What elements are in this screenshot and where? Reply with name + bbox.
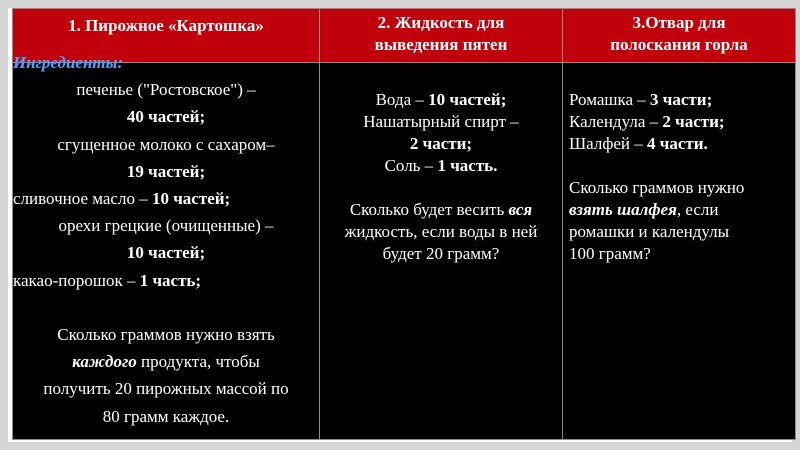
- recipe-2-cell: [320, 63, 563, 440]
- question-1-line4: 80 грамм каждое.: [102, 406, 230, 426]
- component-water-name: Вода –: [375, 90, 429, 109]
- herb-calendula-amount: 2 части;: [662, 112, 725, 131]
- question-3-line1: Сколько граммов нужно: [569, 178, 745, 197]
- recipe-3-cell: [563, 63, 796, 440]
- question-3-line4: 100 грамм?: [569, 244, 651, 263]
- ingredient-4: орехи грецкие (очищенные) –: [58, 216, 274, 236]
- ingredient-5-amount: 1 часть;: [139, 270, 202, 290]
- header-cell-2: [320, 9, 563, 63]
- ingredient-1-amount: 40 частей;: [126, 107, 206, 127]
- body-row: [13, 63, 796, 440]
- ingredient-2: сгущенное молоко с сахаром–: [57, 134, 275, 154]
- spacer: [13, 294, 319, 321]
- ingredient-1: печенье ("Ростовское") –: [76, 80, 256, 100]
- question-1-rest: продукта, чтобы: [136, 352, 260, 372]
- component-salt-name: Соль –: [384, 156, 438, 175]
- question-1-line2: [13, 348, 319, 375]
- question-3-rest: , если: [676, 200, 719, 219]
- herb-calendula: [569, 111, 795, 133]
- herb-sage-name: Шалфей –: [569, 134, 647, 153]
- spacer: [569, 155, 795, 177]
- header-cell-3: [563, 9, 796, 63]
- header-2-line1: 2. Жидкость для: [377, 13, 505, 32]
- component-water-amount: 10 частей;: [428, 90, 507, 109]
- question-3-line2: [569, 199, 795, 221]
- recipes-table: [12, 8, 796, 440]
- ingredient-3: [13, 185, 319, 212]
- component-salt-amount: 1 часть.: [437, 156, 498, 175]
- header-3-line1: 3.Отвар для: [632, 13, 726, 32]
- component-salt: [320, 155, 562, 177]
- ingredient-2-amount: 19 частей;: [126, 161, 206, 181]
- header-3-line2: полоскания горла: [610, 35, 748, 54]
- herb-sage-amount: 4 части.: [647, 134, 708, 153]
- spacer: [320, 177, 562, 199]
- herb-chamomile-amount: 3 части;: [650, 90, 713, 109]
- question-3-line3: ромашки и календулы: [569, 222, 730, 241]
- component-ammonia-amount: 2 части;: [409, 134, 473, 153]
- question-2-line1: [320, 199, 562, 221]
- question-3-emph: взять шалфея: [569, 200, 677, 219]
- header-1-title: 1. Пирожное «Картошка»: [68, 16, 264, 35]
- ingredient-4-amount: 10 частей;: [126, 243, 206, 263]
- ingredient-3-name: сливочное масло –: [13, 189, 152, 209]
- herb-chamomile: [569, 89, 795, 111]
- herb-chamomile-name: Ромашка –: [569, 90, 651, 109]
- question-1-line3: получить 20 пирожных массой по: [43, 379, 289, 399]
- herb-calendula-name: Календула –: [569, 112, 663, 131]
- ingredient-3-amount: 10 частей;: [151, 189, 231, 209]
- question-2-start: Сколько будет весить: [349, 200, 509, 219]
- ingredient-5-name: какао-порошок –: [13, 270, 140, 290]
- recipe-1-cell: [13, 53, 320, 440]
- component-ammonia: Нашатырный спирт –: [363, 112, 519, 131]
- slide: [8, 8, 792, 442]
- component-water: [320, 89, 562, 111]
- ingredient-5: [13, 267, 319, 294]
- question-2-emph: вся: [508, 200, 533, 219]
- question-2-line3: будет 20 грамм?: [382, 244, 500, 263]
- header-2-line2: выведения пятен: [374, 35, 508, 54]
- question-1-emph: каждого: [72, 352, 137, 372]
- question-1-line1: Сколько граммов нужно взять: [57, 325, 275, 345]
- herb-sage: [569, 133, 795, 155]
- ingredients-label: Ингредиенты:: [13, 53, 124, 72]
- question-2-line2: жидкость, если воды в ней: [344, 222, 538, 241]
